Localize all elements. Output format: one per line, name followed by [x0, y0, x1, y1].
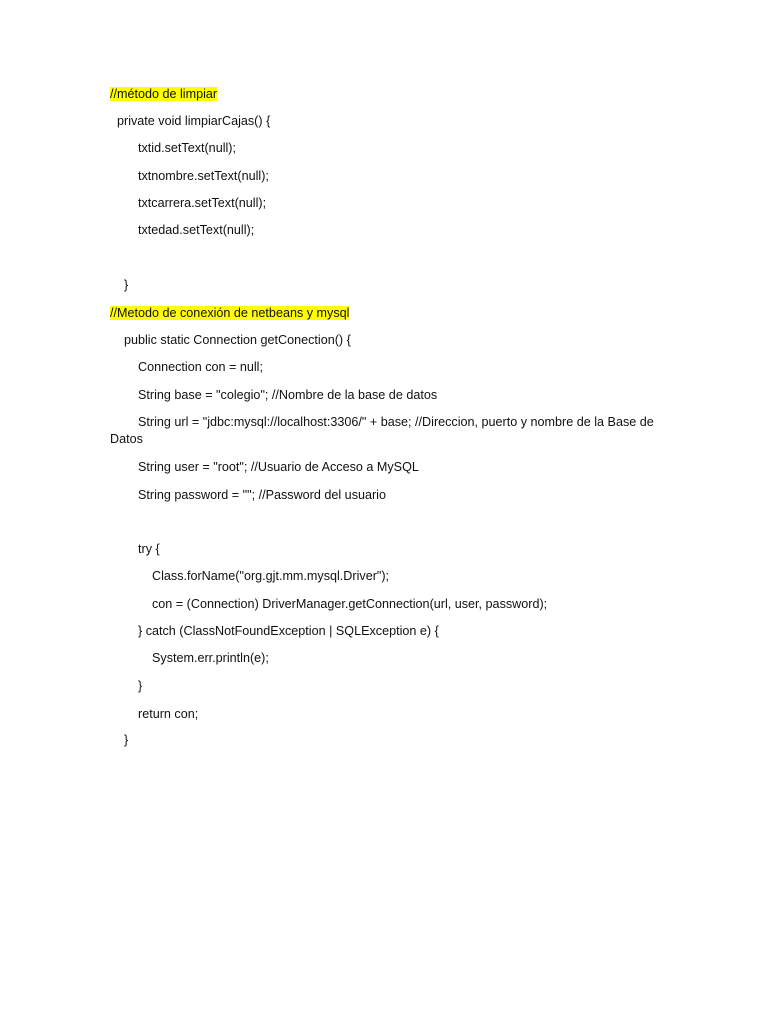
code-line-get-connection: con = (Connection) DriverManager.getConnection(url, user, password); [110, 597, 548, 611]
code-line-txtcarrera: txtcarrera.setText(null); [110, 196, 267, 210]
highlight-comment-conexion: //Metodo de conexión de netbeans y mysql [110, 306, 350, 320]
code-line-txtid: txtid.setText(null); [110, 141, 236, 155]
code-line-close-limpiarcajas: } [110, 278, 129, 292]
code-line-println: System.err.println(e); [110, 651, 269, 665]
code-line-catch: } catch (ClassNotFoundException | SQLException e) { [110, 624, 439, 638]
code-line-close-catch: } [110, 679, 143, 693]
code-line-try: try { [110, 542, 160, 556]
code-line-txtnombre: txtnombre.setText(null); [110, 169, 269, 183]
comment-conexion [110, 305, 670, 322]
code-line-getconection-signature: public static Connection getConection() { [110, 333, 351, 347]
code-line-return: return con; [110, 707, 199, 721]
code-line-limpiarcajas-signature: private void limpiarCajas() { [110, 114, 271, 128]
code-line-txtedad: txtedad.setText(null); [110, 223, 255, 237]
code-line-base: String base = "colegio"; //Nombre de la base de datos [110, 388, 438, 402]
code-line-connection-null: Connection con = null; [110, 360, 263, 374]
code-line-password: String password = ""; //Password del usuario [110, 488, 386, 502]
code-line-url: String url = "jdbc:mysql://localhost:3306/" + base; //Direccion, puerto y nombre de la Base de Datos [110, 415, 658, 446]
code-line-close-getconection: } [110, 733, 129, 747]
comment-limpiar [110, 86, 670, 103]
code-line-user: String user = "root"; //Usuario de Acceso a MySQL [110, 460, 419, 474]
highlight-comment-limpiar: //método de limpiar [110, 87, 218, 101]
code-line-class-forname: Class.forName("org.gjt.mm.mysql.Driver"); [110, 569, 390, 583]
